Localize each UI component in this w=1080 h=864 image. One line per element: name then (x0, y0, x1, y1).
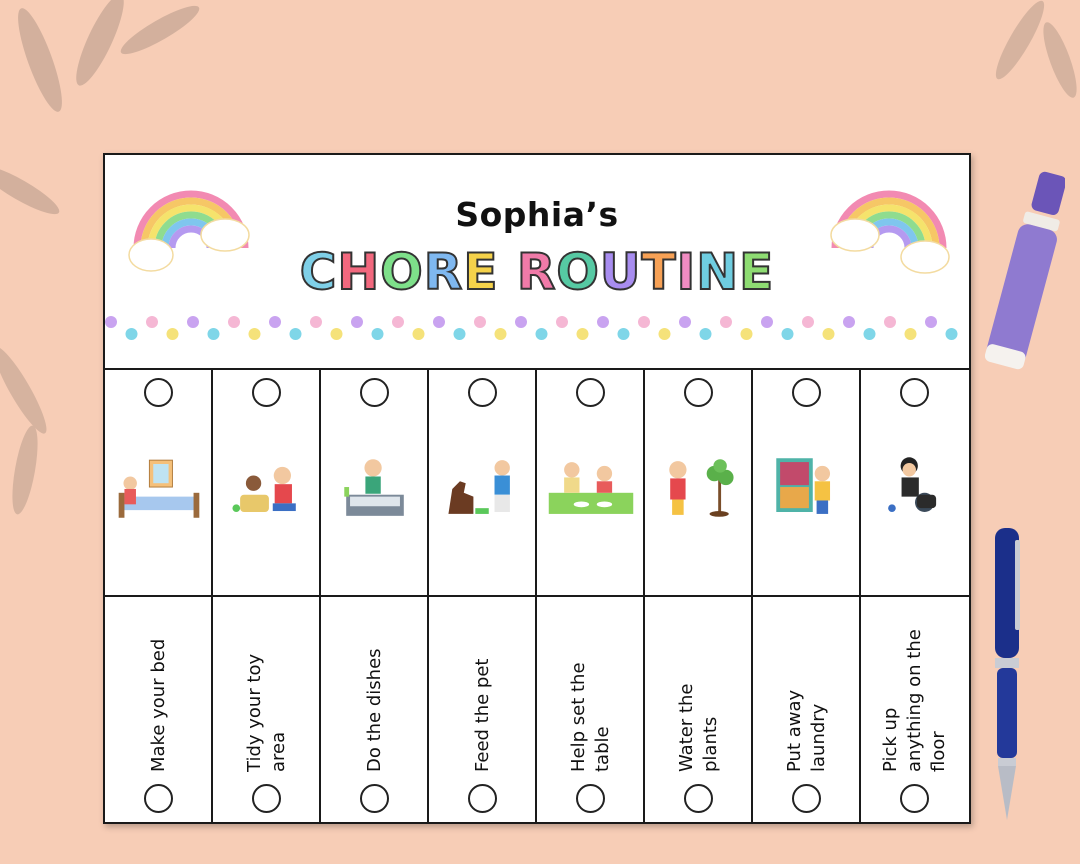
title-letter: E (739, 243, 775, 301)
chore-label (879, 602, 951, 772)
chore-label (783, 602, 831, 772)
confetti-dot (597, 316, 609, 328)
chore-illustration-cell (213, 368, 319, 597)
checkbox-circle-top[interactable] (252, 378, 281, 407)
checkbox-circle-top[interactable] (684, 378, 713, 407)
chart-header (105, 155, 969, 370)
checkbox-circle-bottom[interactable] (792, 784, 821, 813)
bed-icon (111, 450, 207, 526)
confetti-dot (741, 328, 753, 340)
chore-label-line: Do the dishes (364, 648, 385, 772)
confetti-dot (823, 328, 835, 340)
confetti-dot (720, 316, 732, 328)
chore-label-cell (861, 600, 969, 778)
checkbox-circle-top[interactable] (900, 378, 929, 407)
confetti-dot (905, 328, 917, 340)
confetti-dot (454, 328, 466, 340)
confetti-dot (782, 328, 794, 340)
title-letter: R (516, 243, 557, 301)
confetti-dot (679, 316, 691, 328)
chore-label (471, 602, 495, 772)
chore-illustration-cell (105, 368, 211, 597)
chore-illustration-cell (537, 368, 643, 597)
chore-label-cell (321, 600, 429, 778)
confetti-dot (884, 316, 896, 328)
title-letter: O (556, 243, 600, 301)
confetti-dot (310, 316, 322, 328)
chore-illustration-cell (861, 368, 969, 597)
chore-label-line: Water the (676, 683, 697, 772)
chore-illustration-cell (753, 368, 859, 597)
chore-label-cell (105, 600, 213, 778)
confetti-dot (351, 316, 363, 328)
title-letter (498, 243, 516, 301)
checkbox-circle-bottom[interactable] (684, 784, 713, 813)
confetti-dots (105, 313, 969, 343)
chore-label-line: plants (700, 716, 721, 772)
title-letter: I (676, 243, 697, 301)
chore-label-line: Put away (784, 689, 805, 772)
leaf-shadow-top-right (960, 0, 1080, 120)
confetti-dot (208, 328, 220, 340)
confetti-dot (618, 328, 630, 340)
title-letter: H (337, 243, 381, 301)
pen-icon (985, 520, 1035, 830)
chore-label-line: Tidy your toy (244, 653, 265, 772)
title-letter: N (696, 243, 740, 301)
checkbox-circle-bottom[interactable] (900, 784, 929, 813)
confetti-dot (474, 316, 486, 328)
plant-icon (651, 450, 747, 526)
chore-label (675, 602, 723, 772)
confetti-dot (495, 328, 507, 340)
checkbox-circle-top[interactable] (576, 378, 605, 407)
confetti-dot (864, 328, 876, 340)
laundry-icon (759, 450, 855, 526)
confetti-dot (433, 316, 445, 328)
checkbox-circle-top[interactable] (792, 378, 821, 407)
confetti-dot (228, 316, 240, 328)
chore-column (861, 368, 969, 824)
confetti-dot (146, 316, 158, 328)
title-letter: T (641, 243, 677, 301)
chart-title (105, 243, 969, 301)
chore-label-line: floor (928, 731, 949, 772)
chore-label-line: laundry (808, 703, 829, 772)
chore-label-line: anything on the (904, 629, 925, 772)
chore-column (213, 368, 321, 824)
chore-label-cell (753, 600, 861, 778)
chore-label-cell (429, 600, 537, 778)
confetti-dot (392, 316, 404, 328)
chore-label (363, 602, 387, 772)
confetti-dot (372, 328, 384, 340)
confetti-dot (946, 328, 958, 340)
confetti-dot (638, 316, 650, 328)
chore-label-cell (537, 600, 645, 778)
confetti-dot (843, 316, 855, 328)
chore-label-line: Feed the pet (472, 658, 493, 772)
title-letter: R (423, 243, 464, 301)
chore-label (243, 602, 291, 772)
confetti-dot (700, 328, 712, 340)
chore-illustration-cell (645, 368, 751, 597)
chore-chart-sheet (103, 153, 971, 824)
chore-label-cell (645, 600, 753, 778)
checkbox-circle-bottom[interactable] (360, 784, 389, 813)
chore-column (645, 368, 753, 824)
chore-illustration-cell (429, 368, 535, 597)
confetti-dot (249, 328, 261, 340)
child-name: Sophia’s (455, 195, 619, 234)
leaf-shadow-left (0, 330, 70, 530)
confetti-dot (761, 316, 773, 328)
checkbox-circle-top[interactable] (144, 378, 173, 407)
confetti-dot (515, 316, 527, 328)
chore-label (567, 602, 615, 772)
confetti-dot (556, 316, 568, 328)
confetti-dot (269, 316, 281, 328)
chore-label-line: area (268, 731, 289, 772)
glue-stick-icon (985, 165, 1065, 385)
chore-column (537, 368, 645, 824)
title-letter: C (299, 243, 338, 301)
confetti-dot (105, 316, 117, 328)
toys-icon (219, 450, 315, 526)
confetti-dot (659, 328, 671, 340)
confetti-dot (577, 328, 589, 340)
chore-column (753, 368, 861, 824)
chore-label (147, 602, 171, 772)
pickup-icon (867, 450, 963, 526)
chore-grid (105, 368, 969, 824)
confetti-dot (536, 328, 548, 340)
checkbox-circle-bottom[interactable] (468, 784, 497, 813)
chore-illustration-cell (321, 368, 427, 597)
confetti-dot (925, 316, 937, 328)
chore-column (429, 368, 537, 824)
chore-label-line: table (592, 726, 613, 772)
checkbox-circle-top[interactable] (468, 378, 497, 407)
checkbox-circle-bottom[interactable] (144, 784, 173, 813)
confetti-dot (167, 328, 179, 340)
table-icon (543, 450, 639, 526)
chore-column (105, 368, 213, 824)
confetti-dot (187, 316, 199, 328)
dishes-icon (327, 450, 423, 526)
title-letter: E (463, 243, 499, 301)
chore-label-line: Help set the (568, 662, 589, 772)
checkbox-circle-bottom[interactable] (252, 784, 281, 813)
chore-label-cell (213, 600, 321, 778)
checkbox-circle-bottom[interactable] (576, 784, 605, 813)
checkbox-circle-top[interactable] (360, 378, 389, 407)
confetti-dot (331, 328, 343, 340)
chore-label-line: Pick up (880, 707, 901, 772)
chore-column (321, 368, 429, 824)
title-letter: O (380, 243, 424, 301)
pet-icon (435, 450, 531, 526)
chore-label-line: Make your bed (148, 638, 169, 772)
confetti-dot (413, 328, 425, 340)
title-letter: U (599, 243, 642, 301)
confetti-dot (126, 328, 138, 340)
confetti-dot (802, 316, 814, 328)
confetti-dot (290, 328, 302, 340)
